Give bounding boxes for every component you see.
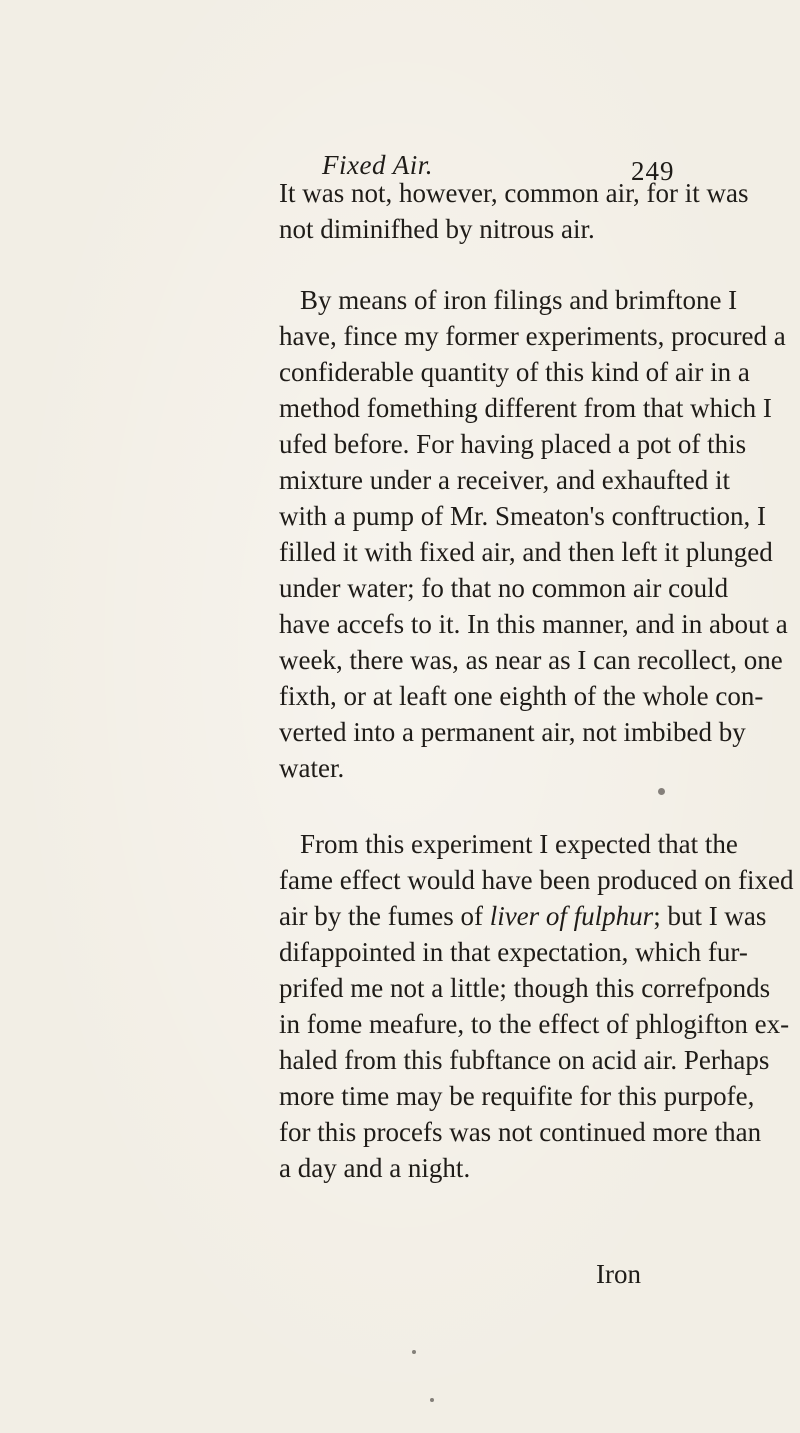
text-line: It was not, however, common air, for it was (279, 178, 749, 208)
text-line: mixture under a receiver, and exhaufted it (279, 465, 730, 495)
paper-speck (658, 788, 665, 795)
text-line: more time may be requifite for this purpofe, (279, 1081, 755, 1111)
running-head: Fixed Air. (322, 150, 433, 180)
text-line: From this experiment I expected that the (300, 829, 738, 859)
text-line: verted into a permanent air, not imbibed by (279, 717, 746, 747)
text-line: filled it with fixed air, and then left it plunged (279, 537, 773, 567)
text-line: method fomething different from that which I (279, 393, 772, 423)
paper-speck (430, 1398, 434, 1402)
text-line: prifed me not a little; though this correfponds (279, 973, 771, 1003)
text-line: difappointed in that expectation, which fur- (279, 937, 748, 967)
text-line: week, there was, as near as I can recollect, one (279, 645, 783, 675)
page-number: 249 (631, 156, 675, 186)
text-line: ufed before. For having placed a pot of this (279, 429, 747, 459)
text-line: a day and a night. (279, 1153, 471, 1183)
text-line: fame effect would have been produced on fixed (279, 865, 794, 895)
text-line: By means of iron filings and brimftone I (300, 285, 738, 315)
text-line: with a pump of Mr. Smeaton's conftruction, I (279, 501, 767, 531)
text-line-mixed (279, 898, 767, 934)
italic-phrase: liver of fulphur (489, 901, 654, 931)
text-segment: air by the fumes of (279, 901, 490, 931)
text-line: for this procefs was not continued more than (279, 1117, 762, 1147)
text-line: water. (279, 753, 345, 783)
text-line: not diminifhed by nitrous air. (279, 214, 595, 244)
text-line: have, fince my former experiments, procured a (279, 321, 786, 351)
catchword: Iron (596, 1259, 641, 1289)
text-line: have accefs to it. In this manner, and in about a (279, 609, 788, 639)
paper-speck (412, 1350, 416, 1354)
text-line: haled from this fubftance on acid air. Perhaps (279, 1045, 770, 1075)
text-segment: ; but I was (653, 901, 767, 931)
text-line: fixth, or at leaft one eighth of the whole con- (279, 681, 764, 711)
text-line: in fome meafure, to the effect of phlogifton ex- (279, 1009, 790, 1039)
text-line: under water; fo that no common air could (279, 573, 729, 603)
text-line: confiderable quantity of this kind of air in a (279, 357, 750, 387)
